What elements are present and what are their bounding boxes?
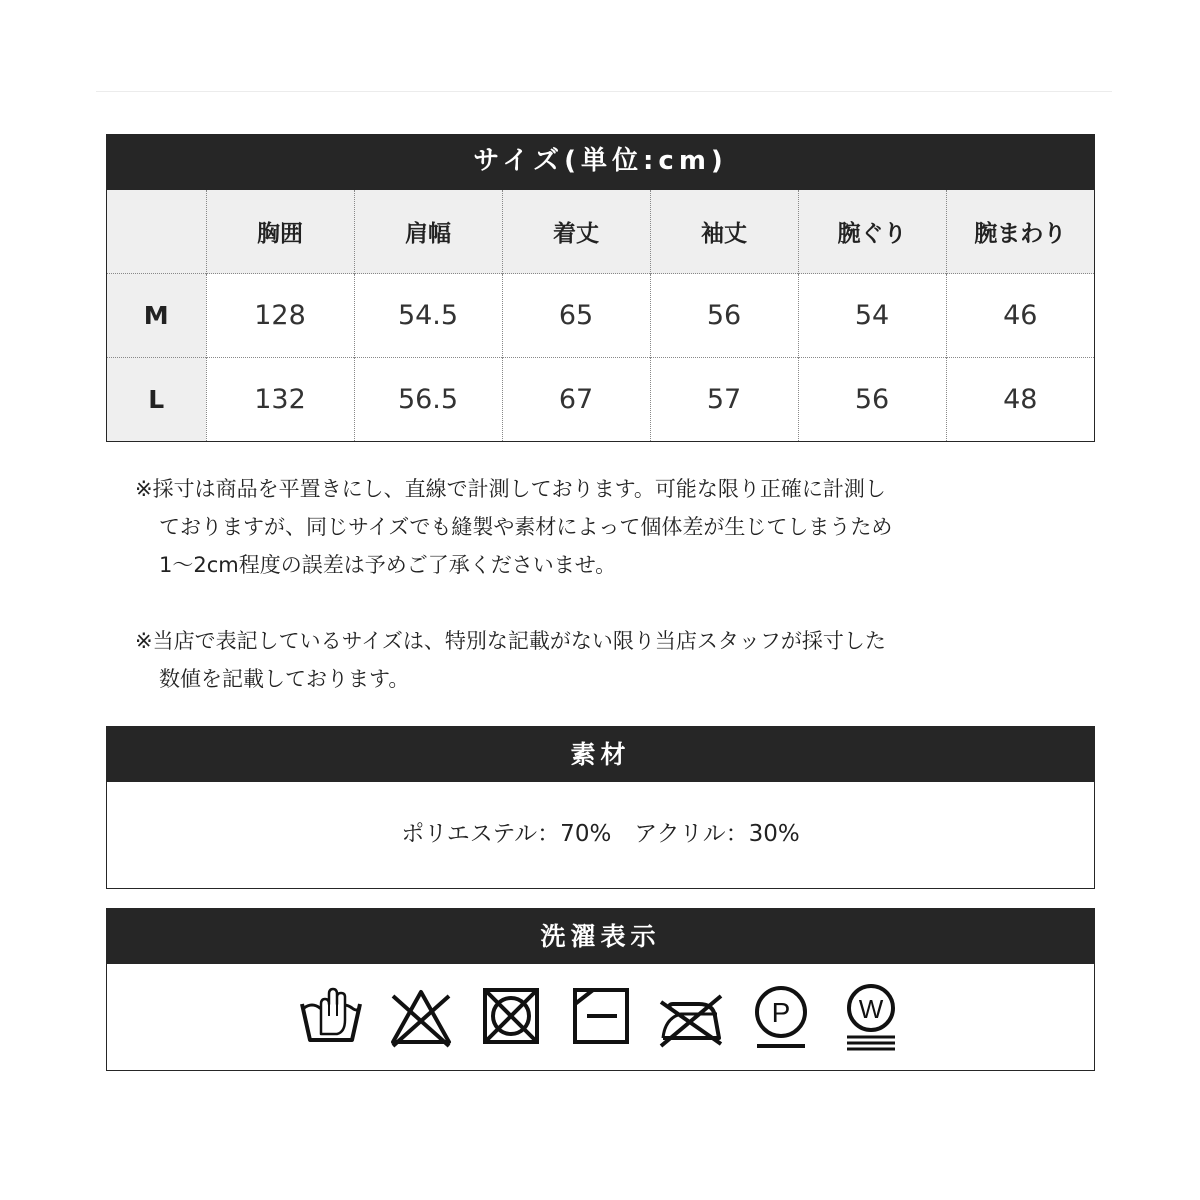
table-cell: 48 — [946, 358, 1094, 442]
table-cell: 56 — [650, 274, 798, 358]
header-length: 着丈 — [502, 190, 650, 274]
dry-clean-p-icon — [749, 982, 813, 1052]
line-dry-shade-icon — [569, 982, 633, 1052]
top-divider — [96, 91, 1112, 92]
header-sleeve: 袖丈 — [650, 190, 798, 274]
table-cell: 56.5 — [354, 358, 502, 442]
table-cell: 65 — [502, 274, 650, 358]
header-shoulder: 肩幅 — [354, 190, 502, 274]
care-title: 洗濯表示 — [107, 909, 1094, 964]
size-table-header-row — [107, 190, 1094, 274]
note-line: ※当店で表記しているサイズは、特別な記載がない限り当店スタッフが採寸した — [135, 629, 886, 653]
note-line: ※採寸は商品を平置きにし、直線で計測しております。可能な限り正確に計測し — [135, 477, 886, 501]
no-bleach-icon — [389, 982, 453, 1052]
wet-clean-w-icon — [839, 982, 903, 1052]
table-cell: 46 — [946, 274, 1094, 358]
table-cell: 128 — [206, 274, 354, 358]
size-header-empty — [107, 190, 206, 274]
table-row — [107, 274, 1094, 358]
table-row — [107, 358, 1094, 442]
wet-clean-letter: W — [858, 994, 883, 1024]
header-armhole: 腕ぐり — [798, 190, 946, 274]
note-line: ておりますが、同じサイズでも縫製や素材によって個体差が生じてしまうため — [159, 515, 893, 539]
table-cell: 56 — [798, 358, 946, 442]
hand-wash-icon — [299, 982, 363, 1052]
no-iron-icon — [659, 982, 723, 1052]
header-arm-circumference: 腕まわり — [946, 190, 1094, 274]
material-section — [106, 726, 1095, 889]
measurement-notes — [135, 470, 1035, 698]
note-line: 1〜2cm程度の誤差は予めご了承くださいませ。 — [159, 553, 617, 577]
dry-clean-letter: P — [771, 997, 790, 1028]
material-title: 素材 — [107, 727, 1094, 782]
table-cell: 57 — [650, 358, 798, 442]
size-table — [107, 190, 1094, 441]
size-label: L — [107, 358, 206, 442]
size-table-title: サイズ(単位:cm) — [107, 135, 1094, 190]
table-cell: 132 — [206, 358, 354, 442]
size-label: M — [107, 274, 206, 358]
note-line: 数値を記載しております。 — [159, 667, 410, 691]
header-chest: 胸囲 — [206, 190, 354, 274]
no-tumble-dry-icon — [479, 982, 543, 1052]
material-text: ポリエステル：70% アクリル：30% — [401, 821, 800, 847]
care-icons-row — [107, 964, 1094, 1070]
table-cell: 67 — [502, 358, 650, 442]
care-section — [106, 908, 1095, 1071]
size-table-section — [106, 134, 1095, 442]
table-cell: 54 — [798, 274, 946, 358]
table-cell: 54.5 — [354, 274, 502, 358]
